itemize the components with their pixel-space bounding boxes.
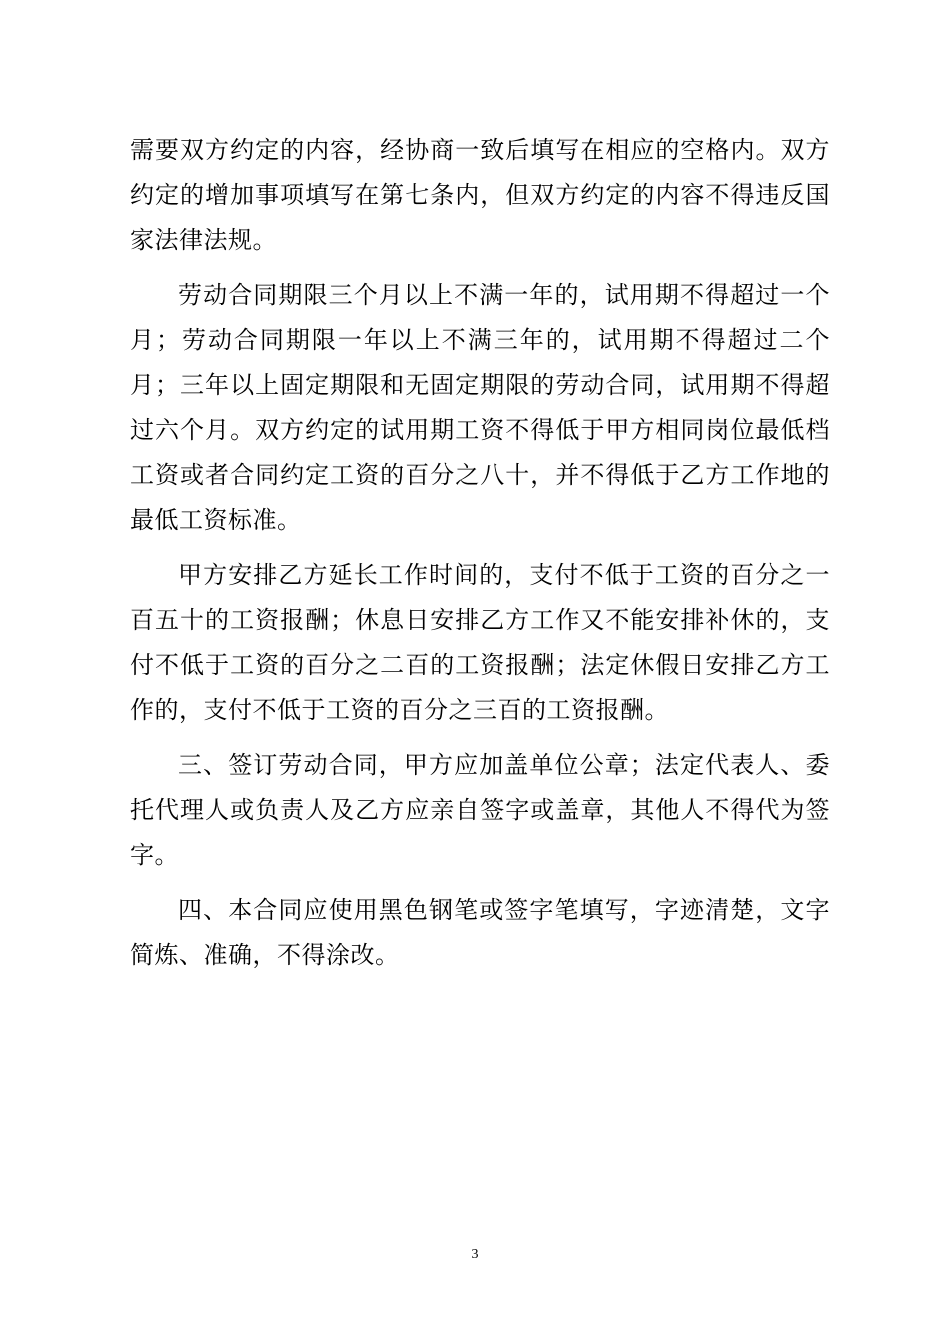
paragraph-2: 劳动合同期限三个月以上不满一年的，试用期不得超过一个月；劳动合同期限一年以上不满三年的，试用期不得超过二个月；三年以上固定期限和无固定期限的劳动合同，试用期不得超过六个月。双方约定的试用期工资不得低于甲方相同岗位最低档工资或者合同约定工资的百分之八十，并不得低于乙方工作地的最低工资标准。 (130, 281, 830, 534)
document-body (130, 128, 830, 988)
paragraph-3: 甲方安排乙方延长工作时间的，支付不低于工资的百分之一百五十的工资报酬；休息日安排乙方工作又不能安排补休的，支付不低于工资的百分之二百的工资报酬；法定休假日安排乙方工作的，支付不低于工资的百分之三百的工资报酬。 (130, 561, 830, 724)
page-number: 3 (471, 1247, 479, 1262)
paragraph-5: 四、本合同应使用黑色钢笔或签字笔填写，字迹清楚，文字简炼、准确，不得涂改。 (130, 896, 830, 969)
paragraph-1: 需要双方约定的内容，经协商一致后填写在相应的空格内。双方约定的增加事项填写在第七条内，但双方约定的内容不得违反国家法律法规。 (130, 136, 830, 254)
paragraph-4: 三、签订劳动合同，甲方应加盖单位公章；法定代表人、委托代理人或负责人及乙方应亲自签字或盖章，其他人不得代为签字。 (130, 751, 830, 869)
